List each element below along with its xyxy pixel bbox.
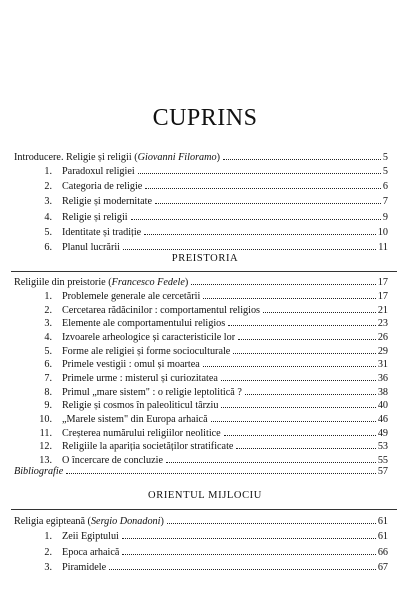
toc-entry-bibliography[interactable] <box>14 465 388 479</box>
dot-leader <box>245 394 376 395</box>
entry-number: 1. <box>44 166 52 177</box>
toc-sub-entry[interactable] <box>30 180 388 194</box>
page-number: 46 <box>377 413 388 425</box>
toc-sub-entry[interactable] <box>30 165 388 179</box>
page-number: 21 <box>377 304 388 316</box>
entry-title: Identitate și tradiție <box>62 226 142 238</box>
page-number: 5 <box>382 166 388 177</box>
entry-number: 4. <box>44 211 52 223</box>
entry-author: Giovanni Filoramo <box>137 152 217 163</box>
page-number: 66 <box>377 546 388 558</box>
toc-entry-egyptian-religion[interactable] <box>14 515 388 529</box>
entry-number: 3. <box>44 318 52 330</box>
page-number: 26 <box>377 331 388 343</box>
entry-title: Primul „mare sistem" : o religie leptolitică ? <box>62 386 242 398</box>
toc-sub-entry[interactable] <box>30 386 388 400</box>
entry-author: Francesco Fedele <box>111 277 185 288</box>
entry-number: 2. <box>44 304 52 316</box>
page-number: 6 <box>382 181 388 193</box>
toc-entry-introduction[interactable] <box>14 151 388 165</box>
dot-leader <box>109 569 376 570</box>
entry-title: Religie și religii <box>62 211 128 223</box>
page-number: 17 <box>377 277 388 288</box>
entry-number: 2. <box>44 546 52 558</box>
dot-leader <box>238 339 376 340</box>
entry-number: 1. <box>44 531 52 542</box>
entry-title: O încercare de concluzie <box>62 454 163 466</box>
toc-sub-entry[interactable] <box>30 546 388 560</box>
toc-sub-entry[interactable] <box>30 413 388 427</box>
dot-leader <box>122 538 376 539</box>
entry-number: 5. <box>44 226 52 238</box>
entry-title: „Marele sistem" din Europa arhaică <box>62 413 208 425</box>
dot-leader <box>236 448 375 449</box>
page-number: 53 <box>377 441 388 453</box>
entry-number: 6. <box>44 242 52 253</box>
dot-leader <box>155 203 381 204</box>
toc-sub-entry[interactable] <box>30 317 388 331</box>
entry-number: 6. <box>44 359 52 371</box>
toc-sub-entry[interactable] <box>30 290 388 304</box>
dot-leader <box>263 312 376 313</box>
toc-sub-entry[interactable] <box>30 345 388 359</box>
toc-sub-entry[interactable] <box>30 226 388 240</box>
entry-number: 8. <box>44 386 52 398</box>
entry-title: Zeii Egiptului <box>62 531 119 542</box>
dot-leader <box>66 473 376 474</box>
page-number: 57 <box>377 466 388 477</box>
dot-leader <box>221 380 376 381</box>
entry-number: 2. <box>44 181 52 193</box>
page-number: 11 <box>378 242 388 253</box>
entry-title: Primele vestigii : omul și moartea <box>62 359 200 371</box>
toc-sub-entry[interactable] <box>30 440 388 454</box>
dot-leader <box>203 298 376 299</box>
entry-title: Elemente ale comportamentului religios <box>62 318 226 330</box>
entry-title: Forme ale religiei și forme socioculturale <box>62 345 231 357</box>
entry-number: 13. <box>39 454 52 466</box>
page-number: 38 <box>377 386 388 398</box>
page-number: 23 <box>377 318 388 330</box>
dot-leader <box>224 435 376 436</box>
page-number: 29 <box>377 345 388 357</box>
dot-leader <box>228 325 376 326</box>
toc-sub-entry[interactable] <box>30 427 388 441</box>
toc-entry-prehistory[interactable] <box>14 276 388 290</box>
toc-sub-entry[interactable] <box>30 331 388 345</box>
dot-leader <box>203 366 376 367</box>
toc-sub-entry[interactable] <box>30 304 388 318</box>
toc-sub-entry[interactable] <box>30 399 388 413</box>
divider <box>11 509 397 510</box>
page-title: CUPRINS <box>152 105 258 131</box>
entry-title: Planul lucrării <box>62 242 120 253</box>
entry-number: 3. <box>44 562 52 573</box>
page-number: 5 <box>382 152 388 163</box>
dot-leader <box>223 159 381 160</box>
dot-leader <box>211 421 376 422</box>
dot-leader <box>138 173 381 174</box>
dot-leader <box>221 407 375 408</box>
page-number: 49 <box>377 427 388 439</box>
entry-title: Categoria de religie <box>62 181 143 193</box>
dot-leader <box>191 284 376 285</box>
entry-title: Religiile la apariția societăților stratificate <box>62 441 234 453</box>
dot-leader <box>166 462 376 463</box>
page-number: 61 <box>377 531 388 542</box>
dot-leader <box>233 353 375 354</box>
page-number: 10 <box>377 226 388 238</box>
page-number: 61 <box>377 516 388 527</box>
page-number: 7 <box>382 196 388 208</box>
dot-leader <box>145 188 381 189</box>
page-number: 9 <box>382 211 388 223</box>
dot-leader <box>131 219 381 220</box>
entry-number: 7. <box>44 372 52 384</box>
toc-sub-entry[interactable] <box>30 530 388 544</box>
entry-title: Epoca arhaică <box>62 546 120 558</box>
entry-title: Religia egipteană (Sergio Donadoni) <box>14 516 164 527</box>
section-heading-prehistory: PREISTORIA <box>171 253 239 264</box>
divider <box>11 271 397 272</box>
page-number: 17 <box>377 291 388 302</box>
entry-title: Paradoxul religiei <box>62 166 135 177</box>
entry-title: Creșterea numărului religiilor neolitice <box>62 427 221 439</box>
entry-title: Problemele generale ale cercetării <box>62 291 201 302</box>
entry-number: 12. <box>39 441 52 453</box>
page-number: 40 <box>377 400 388 412</box>
toc-sub-entry[interactable] <box>30 561 388 575</box>
toc-sub-entry[interactable] <box>30 211 388 225</box>
entry-number: 4. <box>44 331 52 343</box>
toc-sub-entry[interactable] <box>30 372 388 386</box>
entry-title: Religiile din preistorie (Francesco Fedele) <box>14 277 189 288</box>
section-heading-middle-east: ORIENTUL MIJLOCIU <box>148 490 262 501</box>
page-number: 36 <box>377 372 388 384</box>
dot-leader <box>144 234 376 235</box>
page-number: 67 <box>377 562 388 573</box>
entry-title: Primele urme : misterul și curiozitatea <box>62 372 218 384</box>
entry-number: 9. <box>44 400 52 412</box>
entry-number: 5. <box>44 345 52 357</box>
toc-sub-entry[interactable] <box>30 195 388 209</box>
page-number: 31 <box>377 359 388 371</box>
dot-leader <box>122 554 375 555</box>
entry-title: Cercetarea rădăcinilor : comportamentul religios <box>62 304 261 316</box>
entry-title: Piramidele <box>62 562 107 573</box>
entry-number: 10. <box>39 413 52 425</box>
entry-title: Introducere. Religie și religii (Giovanni Filoramo) <box>14 152 220 163</box>
entry-title: Izvoarele arheologice și caracteristicile lor <box>62 331 236 343</box>
dot-leader <box>167 523 376 524</box>
entry-number: 1. <box>44 291 52 302</box>
dot-leader <box>123 249 376 250</box>
entry-number: 11. <box>39 427 52 439</box>
entry-author: Sergio Donadoni <box>90 516 161 527</box>
entry-title: Religie și modernitate <box>62 196 152 208</box>
toc-sub-entry[interactable] <box>30 358 388 372</box>
entry-title: Religie și cosmos în paleoliticul târziu <box>62 400 219 412</box>
entry-title: Bibliografie <box>14 466 64 477</box>
entry-number: 3. <box>44 196 52 208</box>
page-number: 55 <box>377 454 388 466</box>
